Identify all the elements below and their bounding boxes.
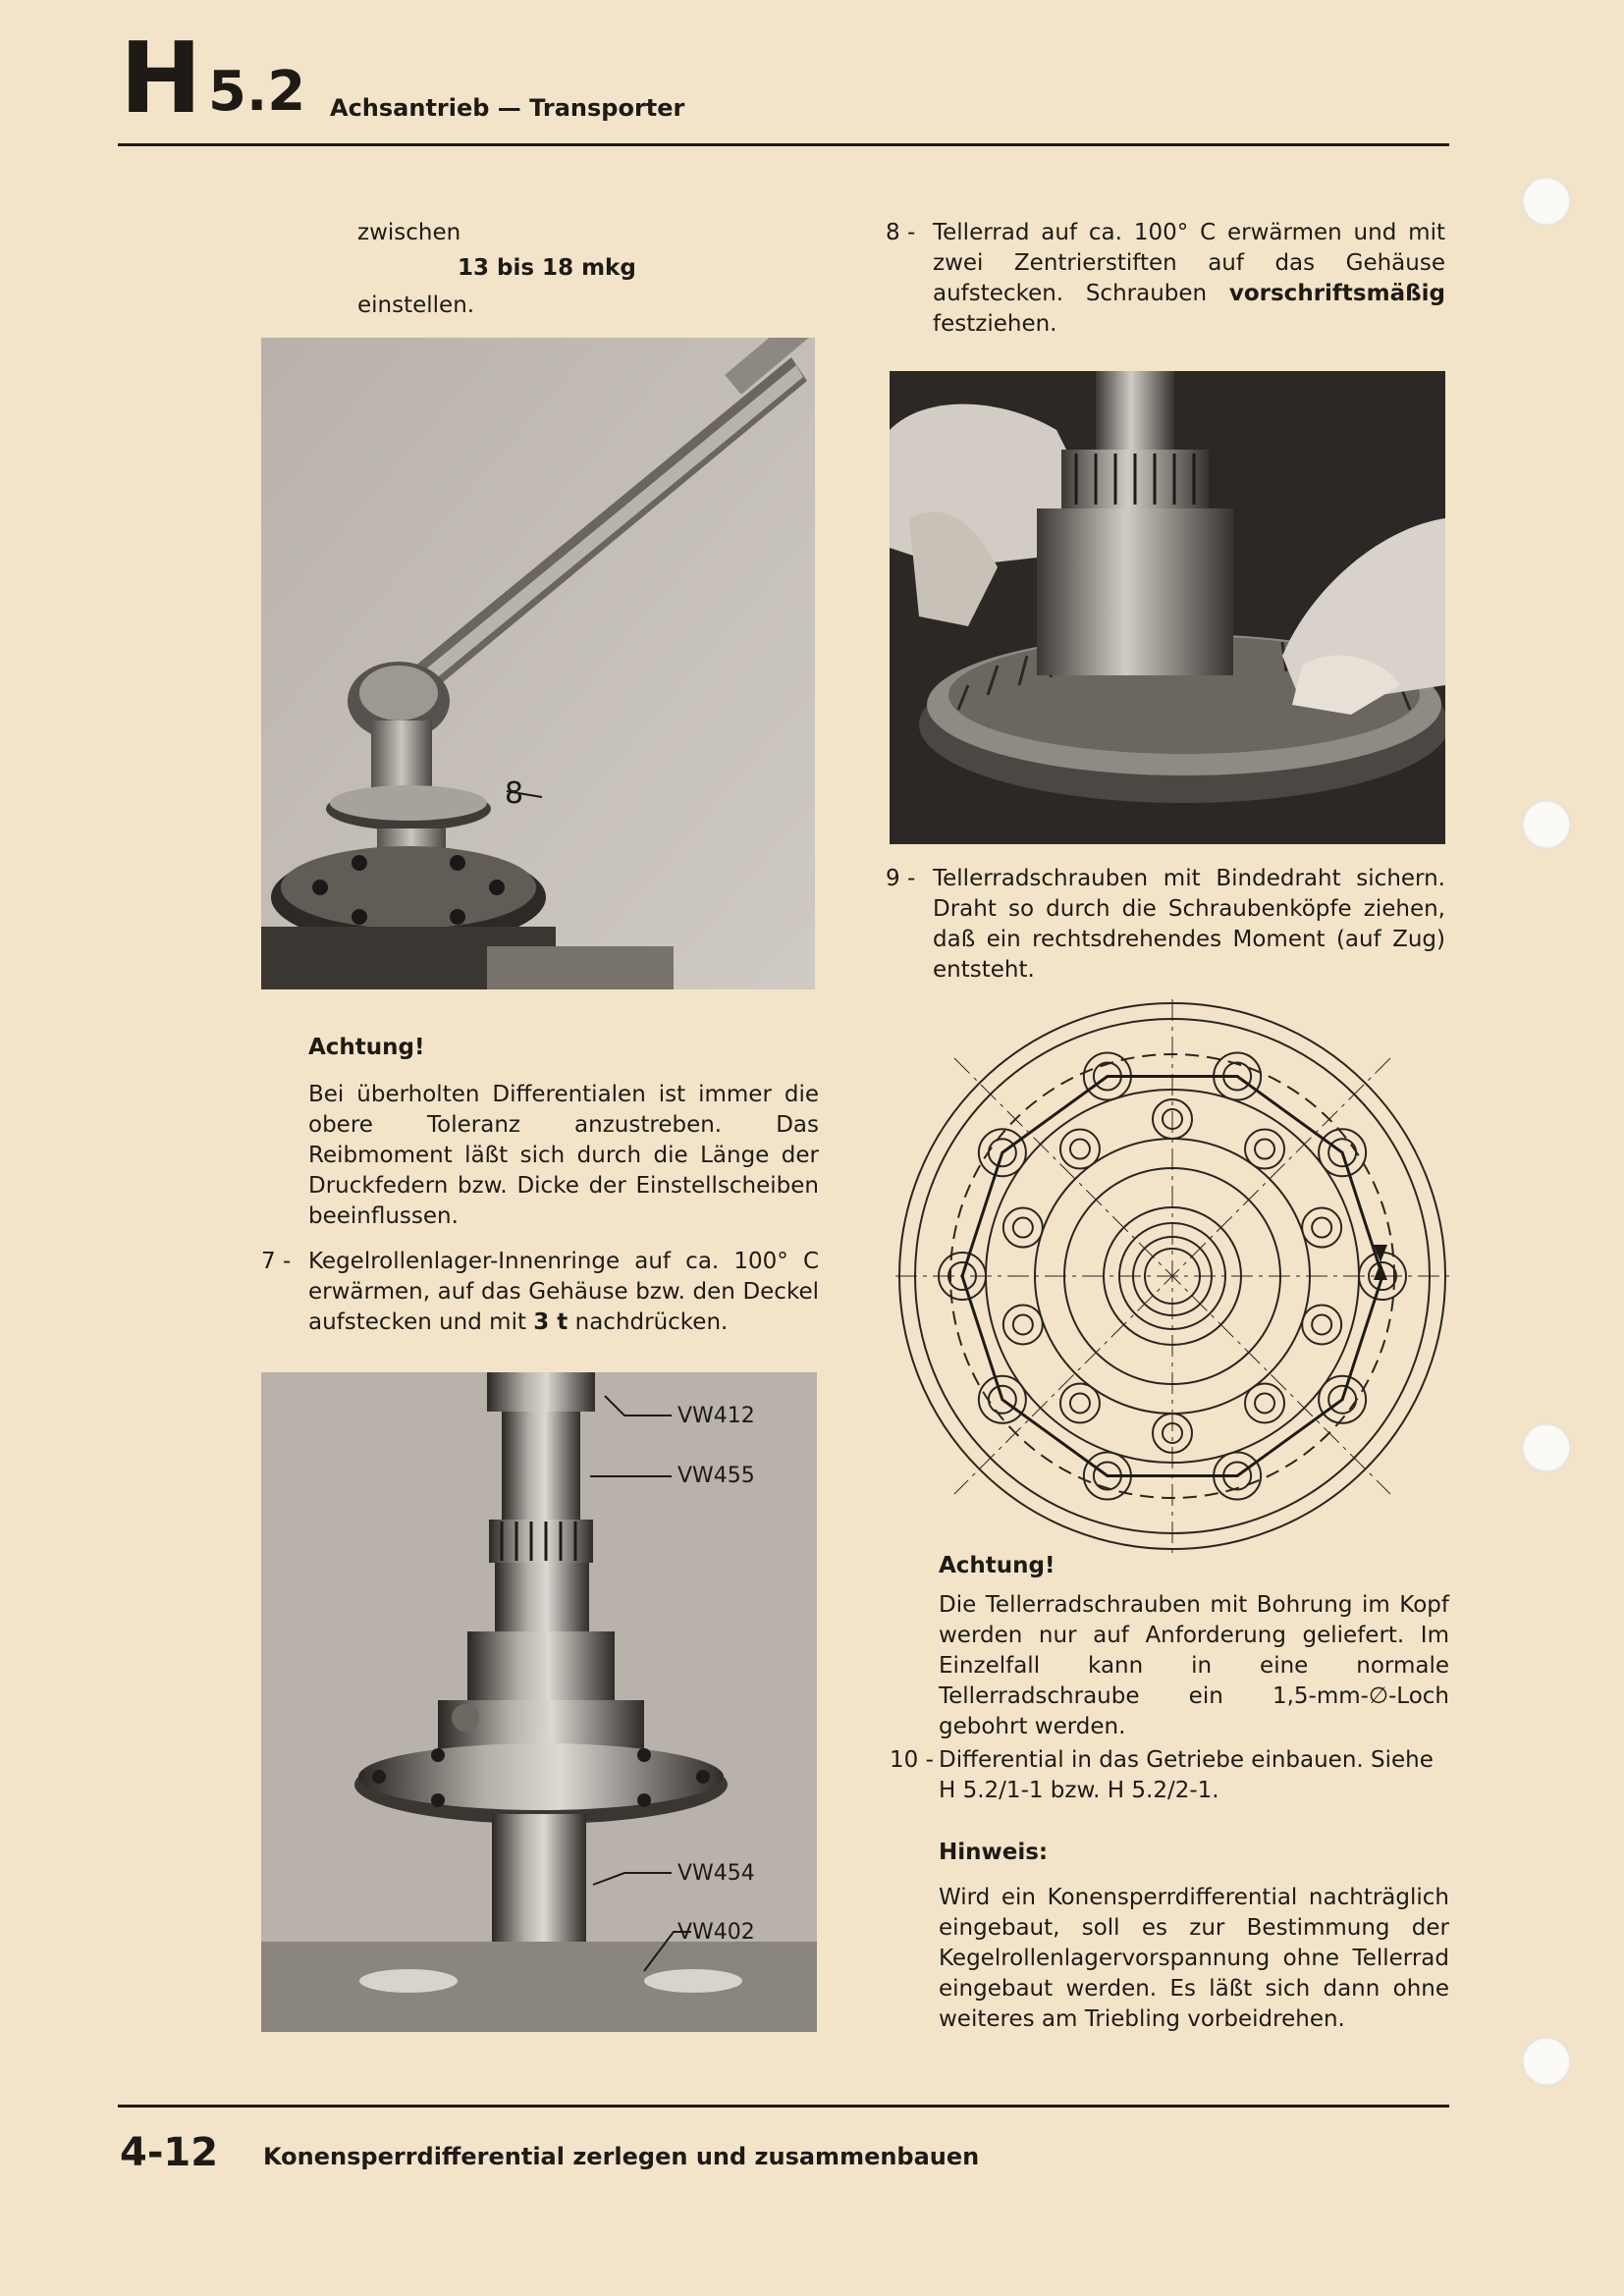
inner-bolt-head bbox=[1312, 1314, 1331, 1334]
inner-bolt-head bbox=[1070, 1393, 1090, 1413]
header-title: Achsantrieb — Transporter bbox=[330, 94, 685, 122]
header-rule bbox=[118, 143, 1449, 146]
inner-bolt bbox=[1245, 1130, 1284, 1169]
inner-bolt-head bbox=[1013, 1218, 1033, 1238]
punch-hole bbox=[1522, 1423, 1571, 1472]
callout-vw454: VW454 bbox=[677, 1861, 755, 1886]
step-text: Tellerradschrauben mit Bindedraht sichern. Draht so durch die Schraubenköpfe ziehen, daß ein rechtsdrehendes Moment (auf Zug) entsteht. bbox=[933, 866, 1445, 983]
punch-hole bbox=[1522, 2037, 1571, 2086]
step-7 bbox=[261, 1247, 819, 1338]
inner-bolt-head bbox=[1255, 1140, 1274, 1159]
callout-vw402: VW402 bbox=[677, 1920, 755, 1945]
step-text: Tellerrad auf ca. 100° C erwärmen und mit zwei Zentrierstiften auf das Gehäuse aufstecken. Schrauben vorschriftsmäßig festziehen. bbox=[933, 220, 1445, 337]
intro-line: zwischen bbox=[357, 220, 461, 245]
inner-bolt bbox=[1302, 1305, 1341, 1344]
callout-vw412: VW412 bbox=[677, 1404, 755, 1428]
diagram-bolt-wiring bbox=[895, 999, 1449, 1553]
punch-hole bbox=[1522, 800, 1571, 849]
inner-bolt-head bbox=[1255, 1393, 1274, 1413]
inner-bolt bbox=[1302, 1208, 1341, 1248]
warning-heading: Achtung! bbox=[308, 1035, 425, 1060]
step-number: 8 - bbox=[886, 220, 916, 245]
step-number: 9 - bbox=[886, 866, 916, 891]
inner-bolt bbox=[1245, 1383, 1284, 1422]
step-9 bbox=[886, 864, 1445, 986]
callout-vw455: VW455 bbox=[677, 1464, 755, 1488]
intro-line: einstellen. bbox=[357, 293, 475, 318]
step-text: Differential in das Getriebe einbauen. Siehe H 5.2/1-1 bzw. H 5.2/2-1. bbox=[939, 1747, 1434, 1803]
step-10 bbox=[890, 1745, 1449, 1806]
footer-title: Konensperrdifferential zerlegen und zusammenbauen bbox=[263, 2143, 980, 2170]
note-heading: Hinweis: bbox=[939, 1840, 1049, 1865]
section-letter: H bbox=[120, 21, 200, 135]
warning-text: Die Tellerradschrauben mit Bohrung im Kopf werden nur auf Anforderung geliefert. Im Einzelfall kann in eine normale Tellerradschraube ein 1,5-mm-∅-Loch gebohrt werden. bbox=[939, 1592, 1449, 1739]
step-number: 10 - bbox=[890, 1747, 934, 1773]
step-8 bbox=[886, 218, 1445, 340]
inner-bolt-head bbox=[1013, 1314, 1033, 1334]
footer-rule bbox=[118, 2105, 1449, 2108]
photo-torque-wrench bbox=[261, 338, 815, 989]
warning-text: Bei überholten Differentialen ist immer die obere Toleranz anzustreben. Das Reibmoment läßt sich durch die Länge der Druckfedern bzw. Dicke der Einstellscheiben beeinflussen. bbox=[308, 1082, 819, 1229]
section-number: 5.2 bbox=[208, 60, 306, 124]
warning-heading: Achtung! bbox=[939, 1553, 1056, 1578]
step-text: Kegelrollenlager-Innenringe auf ca. 100° C erwärmen, auf das Gehäuse bzw. den Deckel aufstecken und mit 3 t nachdrücken. bbox=[308, 1249, 819, 1335]
inner-bolt bbox=[1003, 1305, 1043, 1344]
inner-bolt bbox=[1060, 1383, 1100, 1422]
inner-bolt-head bbox=[1070, 1140, 1090, 1159]
page-number: 4-12 bbox=[120, 2130, 219, 2175]
callout-8: 8 bbox=[505, 776, 524, 811]
photo-ring-gear bbox=[890, 371, 1445, 844]
note-text: Wird ein Konensperrdifferential nachträglich eingebaut, soll es zur Bestimmung der Kegelrollenlagervorspannung ohne Tellerrad eingebaut werden. Es läßt sich dann ohne weiteres am Triebling vorbeidrehen. bbox=[939, 1885, 1449, 2032]
torque-value: 13 bis 18 mkg bbox=[458, 255, 636, 281]
inner-bolt bbox=[1060, 1130, 1100, 1169]
inner-bolt-head bbox=[1312, 1218, 1331, 1238]
inner-bolt bbox=[1003, 1208, 1043, 1248]
step-number: 7 - bbox=[261, 1249, 292, 1274]
photo-differential-press bbox=[261, 1372, 817, 2032]
punch-hole bbox=[1522, 177, 1571, 226]
